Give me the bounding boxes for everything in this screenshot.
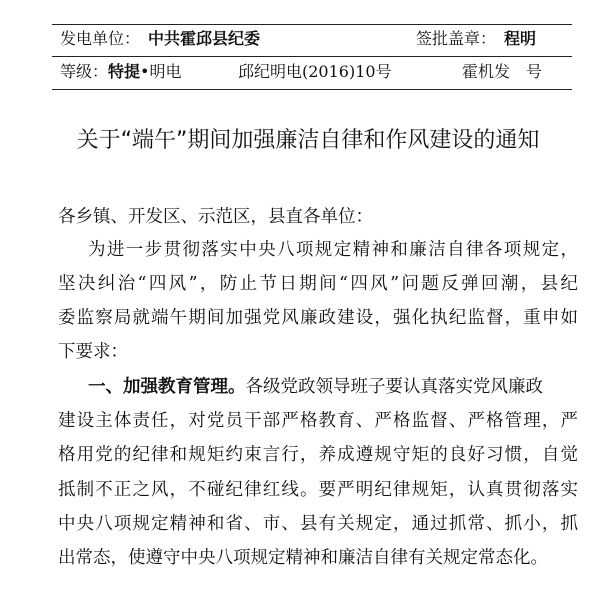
sender-label: 发电单位： bbox=[60, 29, 141, 48]
sender-field bbox=[60, 29, 260, 49]
para1-line: 为进一步贯彻落实中央八项规定精神和廉洁自律各项规定， bbox=[88, 240, 578, 260]
para1-line: 下要求： bbox=[58, 342, 128, 362]
level-value: 特提 bbox=[108, 62, 141, 81]
section1-line: 建设主体责任，对党员干部严格教育、严格监督、严格管理，严 bbox=[58, 411, 578, 431]
approver-label: 签批盖章： bbox=[416, 29, 497, 48]
bottom-rule bbox=[52, 89, 572, 90]
sender-value: 中共霍邱县纪委 bbox=[148, 29, 261, 48]
salutation: 各乡镇、开发区、示范区，县直各单位： bbox=[58, 207, 373, 227]
level-suffix: •明电 bbox=[140, 62, 182, 81]
section1-first-line bbox=[88, 376, 578, 398]
para1-line: 委监察局就端午期间加强党风廉政建设，强化执纪监督，重申如 bbox=[58, 308, 578, 328]
section1-line: 出常态，使遵守中央八项规定精神和廉洁自律有关规定常态化。 bbox=[58, 548, 548, 568]
document-number: 邱纪明电(2016)10号 bbox=[238, 62, 392, 81]
approver-value: 程明 bbox=[504, 29, 537, 48]
section1-line: 格用党的纪律和规矩约束言行，养成遵规守矩的良好习惯，自觉 bbox=[58, 445, 578, 465]
middle-rule bbox=[52, 56, 572, 57]
section1-heading: 一、加强教育管理。 bbox=[88, 377, 246, 397]
document-title: 关于“端午”期间加强廉洁自律和作风建设的通知 bbox=[76, 128, 540, 153]
dispatch-number: 霍机发 号 bbox=[462, 62, 543, 81]
para1-line: 坚决纠治“四风”，防止节日期间“四风”问题反弹回潮，县纪 bbox=[58, 274, 578, 294]
level-field bbox=[60, 62, 181, 82]
section1-line: 抵制不正之风，不碰纪律红线。要严明纪律规矩，认真贯彻落实 bbox=[58, 480, 578, 500]
level-label: 等级： bbox=[60, 62, 109, 81]
section1-line: 中央八项规定精神和省、市、县有关规定，通过抓常、抓小，抓 bbox=[58, 514, 578, 534]
top-rule bbox=[52, 24, 572, 25]
section1-first-line-text: 各级党政领导班子要认真落实党风廉政 bbox=[245, 377, 543, 397]
approver-field bbox=[416, 29, 536, 49]
